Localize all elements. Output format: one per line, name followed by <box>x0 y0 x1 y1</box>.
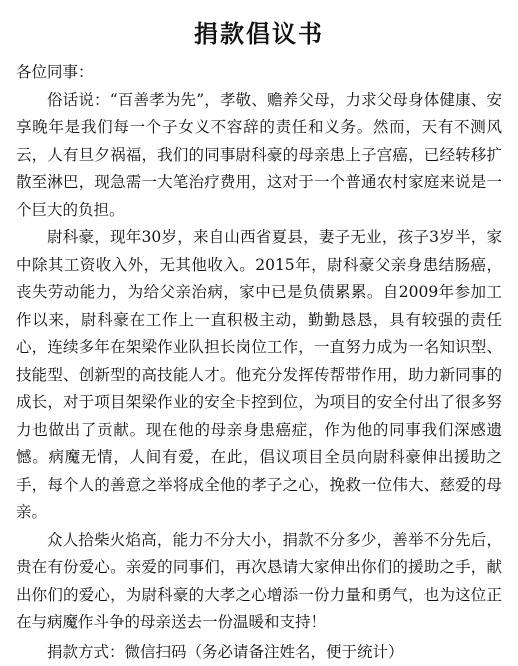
salutation: 各位同事： <box>16 59 502 87</box>
paragraph-2: 尉科豪，现年30岁，来自山西省夏县，妻子无业，孩子3岁半，家中除其工资收入外，无其他收入。2015年，尉科豪父亲身患结肠癌，丧失劳动能力，为给父亲治病，家中已是负债累累。自2009年参加工作以来，尉科豪在工作上一直积极主动，勤勤恳恳，具有较强的责任心，连续多年在架梁作业队担长岗位工作，一直努力成为一名知识型、技能型、创新型的高技能人才。他充分发挥传帮带作用，助力新同事的成长，对于项目架梁作业的安全卡控到位，为项目的安全付出了很多努力也做出了贡献。现在他的母亲身患癌症，作为他的同事我们深感遗憾。病魔无情，人间有爱，在此，倡议项目全员向尉科豪伸出援助之手，每个人的善意之举将成全他的孝子之心，挽救一位伟大、慈爱的母亲。 <box>16 224 502 527</box>
donation-method-label: 捐款方式： <box>47 643 125 661</box>
donation-method-value: 微信扫码（务必请备注姓名，便于统计） <box>125 643 404 661</box>
document-title: 捐款倡议书 <box>16 14 502 49</box>
paragraph-3: 众人拾柴火焰高，能力不分大小，捐款不分多少，善举不分先后，贵在有份爱心。亲爱的同事们，再次恳请大家伸出你们的援助之手，献出你们的爱心，为尉科豪的大孝之心增添一份力量和勇气，也为这位正在与病魔作斗争的母亲送去一份温暖和支持！ <box>16 527 502 637</box>
donation-method <box>16 639 502 666</box>
paragraph-1: 俗话说：“百善孝为先”，孝敬、赡养父母，力求父母身体健康、安享晚年是我们每一个子女义不容辞的责任和义务。然而，天有不测风云，人有旦夕祸福，我们的同事尉科豪的母亲患上子宫癌，已经转移扩散至淋巴，现急需一大笔治疗费用，这对于一个普通农村家庭来说是一个巨大的负担。 <box>16 87 502 225</box>
